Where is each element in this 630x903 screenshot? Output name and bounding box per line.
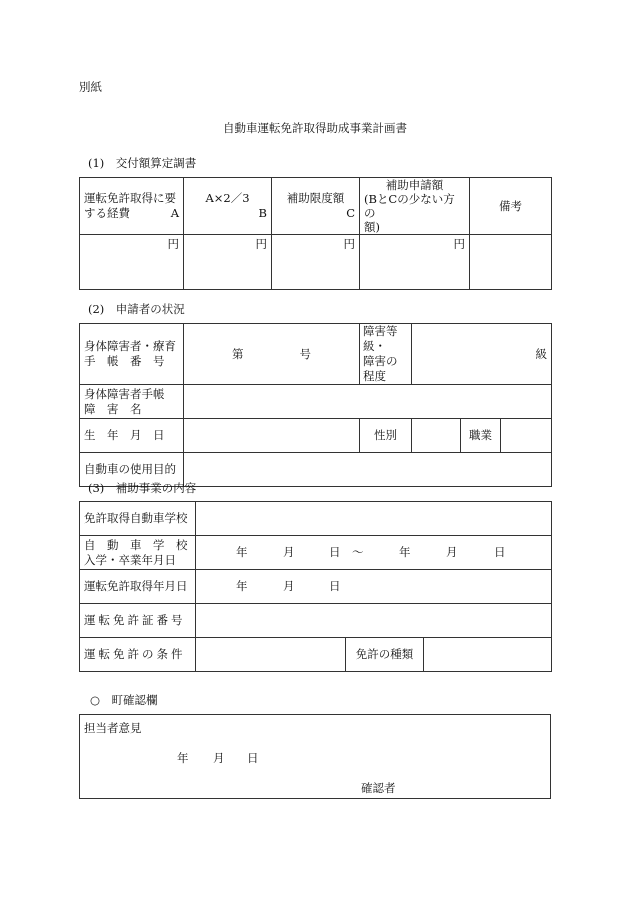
- license-date-month: 月: [283, 579, 295, 593]
- officer-opinion-label: 担当者意見: [84, 721, 142, 735]
- birthdate-value[interactable]: [184, 419, 360, 453]
- request-label-line2: (BとCの少ない方の: [364, 192, 455, 220]
- birthdate-label: 生 年 月 日: [80, 419, 184, 453]
- period-start-day: 日: [329, 545, 341, 559]
- grant-calculation-table: [79, 177, 552, 290]
- grade-value-cell[interactable]: 級: [412, 324, 552, 385]
- license-condition-label: 運転免許の条件: [80, 638, 196, 672]
- period-end-year: 年: [399, 545, 411, 559]
- document-title: 自動車運転免許取得助成事業計画書: [223, 121, 407, 135]
- occupation-label: 職業: [461, 419, 501, 453]
- handbook-number-label-cell: [80, 324, 184, 385]
- disability-name-value[interactable]: [184, 385, 552, 419]
- town-check-box[interactable]: [79, 714, 551, 799]
- handbook-label-line2: 手 帳 番 号: [84, 354, 165, 368]
- disability-name-line1: 身体障害者手帳: [84, 386, 165, 401]
- limit-letter-c: C: [346, 206, 355, 220]
- limit-yen-cell[interactable]: 円: [272, 235, 360, 290]
- limit-label: 補助限度額: [286, 191, 345, 205]
- period-value-cell[interactable]: [196, 536, 552, 570]
- handbook-label-line1: 身体障害者・療育: [84, 339, 176, 353]
- disability-name-label-cell: [80, 385, 184, 419]
- handbook-number-cell[interactable]: [184, 324, 360, 385]
- license-type-value[interactable]: [424, 638, 552, 672]
- request-header-cell: [360, 178, 470, 235]
- attachment-label: 別紙: [79, 80, 102, 94]
- period-label-line2: 入学・卒業年月日: [84, 552, 176, 567]
- handbook-prefix: 第: [232, 346, 244, 361]
- grade-label-line2: 障害の程度: [363, 354, 398, 383]
- expense-letter-a: A: [170, 206, 179, 220]
- section1-heading: (1) 交付額算定調書: [88, 156, 197, 170]
- disability-name-line2: 障 害 名: [84, 401, 142, 416]
- period-start-month: 月: [283, 545, 295, 559]
- formula-yen-cell[interactable]: 円: [184, 235, 272, 290]
- section2-heading: (2) 申請者の状況: [88, 302, 185, 316]
- grade-label-line1: 障害等級・: [363, 324, 398, 353]
- period-label-line1: 自 動 車 学 校: [84, 537, 188, 552]
- check-month: 月: [213, 751, 225, 765]
- request-label-line1: 補助申請額: [385, 178, 444, 192]
- gender-label: 性別: [360, 419, 412, 453]
- grade-label-cell: [360, 324, 412, 385]
- license-date-day: 日: [329, 579, 341, 593]
- license-date-year: 年: [236, 579, 248, 593]
- expense-header-line2: する経費: [84, 206, 130, 220]
- period-start-year: 年: [236, 545, 248, 559]
- period-tilde: ～: [352, 545, 364, 559]
- license-date-value[interactable]: [196, 570, 552, 604]
- license-type-label: 免許の種類: [346, 638, 424, 672]
- occupation-value[interactable]: [501, 419, 552, 453]
- period-end-day: 日: [494, 545, 506, 559]
- remarks-cell[interactable]: [470, 235, 552, 290]
- car-purpose-label: 自動車の使用目的: [80, 453, 184, 487]
- period-label-cell: [80, 536, 196, 570]
- applicant-status-table: [79, 323, 552, 487]
- expense-header-cell: [80, 178, 184, 235]
- expense-yen-cell[interactable]: 円: [80, 235, 184, 290]
- subsidy-content-table: [79, 501, 552, 672]
- formula-letter-b: B: [258, 206, 267, 220]
- license-condition-value[interactable]: [196, 638, 346, 672]
- confirmer-label: 確認者: [361, 781, 396, 795]
- handbook-suffix: 号: [299, 346, 311, 361]
- gender-value[interactable]: [412, 419, 461, 453]
- license-number-value[interactable]: [196, 604, 552, 638]
- section3-heading: (3) 補助事業の内容: [88, 481, 197, 495]
- formula-header-cell: [184, 178, 272, 235]
- period-end-month: 月: [446, 545, 458, 559]
- school-label: 免許取得自動車学校: [80, 502, 196, 536]
- car-purpose-value[interactable]: [184, 453, 552, 487]
- request-yen-cell[interactable]: 円: [360, 235, 470, 290]
- remarks-header: 備考: [470, 178, 552, 235]
- limit-header-cell: [272, 178, 360, 235]
- school-value[interactable]: [196, 502, 552, 536]
- check-year: 年: [177, 751, 189, 765]
- request-label-line3: 額): [364, 220, 380, 234]
- expense-header-line1: 運転免許取得に要: [84, 191, 176, 205]
- check-day: 日: [247, 751, 259, 765]
- formula-text: A×2／3: [205, 191, 250, 205]
- license-number-label: 運転免許証番号: [80, 604, 196, 638]
- license-date-label: 運転免許取得年月日: [80, 570, 196, 604]
- town-check-heading: ○ 町確認欄: [90, 693, 158, 707]
